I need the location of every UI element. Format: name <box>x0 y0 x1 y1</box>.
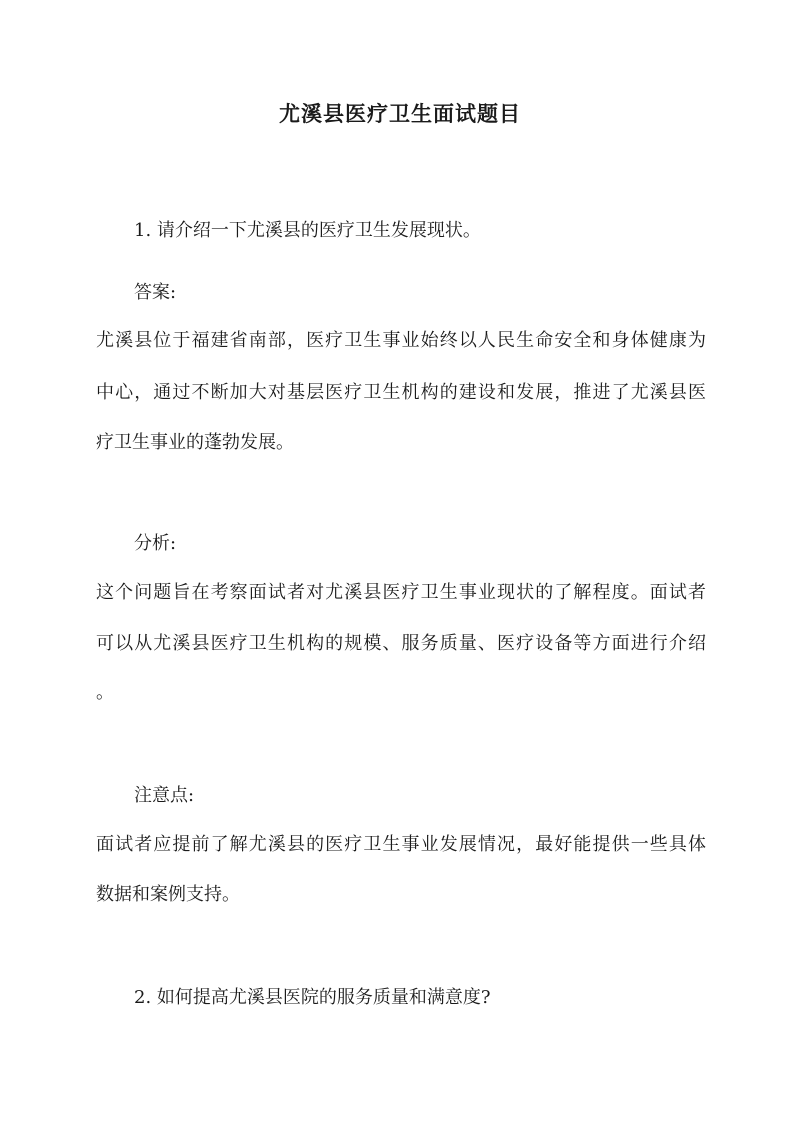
analysis-label: 分析: <box>134 533 177 554</box>
question-2: 2. 如何提高尤溪县医院的服务质量和满意度? <box>134 987 491 1008</box>
answer-line-1: 尤溪县位于福建省南部，医疗卫生事业始终以人民生命安全和身体健康为 <box>96 330 706 351</box>
analysis-line-3: 。 <box>96 682 114 703</box>
question-1: 1. 请介绍一下尤溪县的医疗卫生发展现状。 <box>134 220 481 241</box>
analysis-line-2: 可以从尤溪县医疗卫生机构的规模、服务质量、医疗设备等方面进行介绍 <box>96 633 706 654</box>
answer-line-3: 疗卫生事业的蓬勃发展。 <box>96 432 294 453</box>
notes-label: 注意点: <box>134 785 195 806</box>
answer-label: 答案: <box>134 282 177 303</box>
notes-line-1: 面试者应提前了解尤溪县的医疗卫生事业发展情况，最好能提供一些具体 <box>96 834 706 855</box>
analysis-line-1: 这个问题旨在考察面试者对尤溪县医疗卫生事业现状的了解程度。面试者 <box>96 582 706 603</box>
document-title: 尤溪县医疗卫生面试题目 <box>279 101 521 126</box>
notes-line-2: 数据和案例支持。 <box>96 884 240 905</box>
answer-line-2: 中心，通过不断加大对基层医疗卫生机构的建设和发展，推进了尤溪县医 <box>96 382 706 403</box>
